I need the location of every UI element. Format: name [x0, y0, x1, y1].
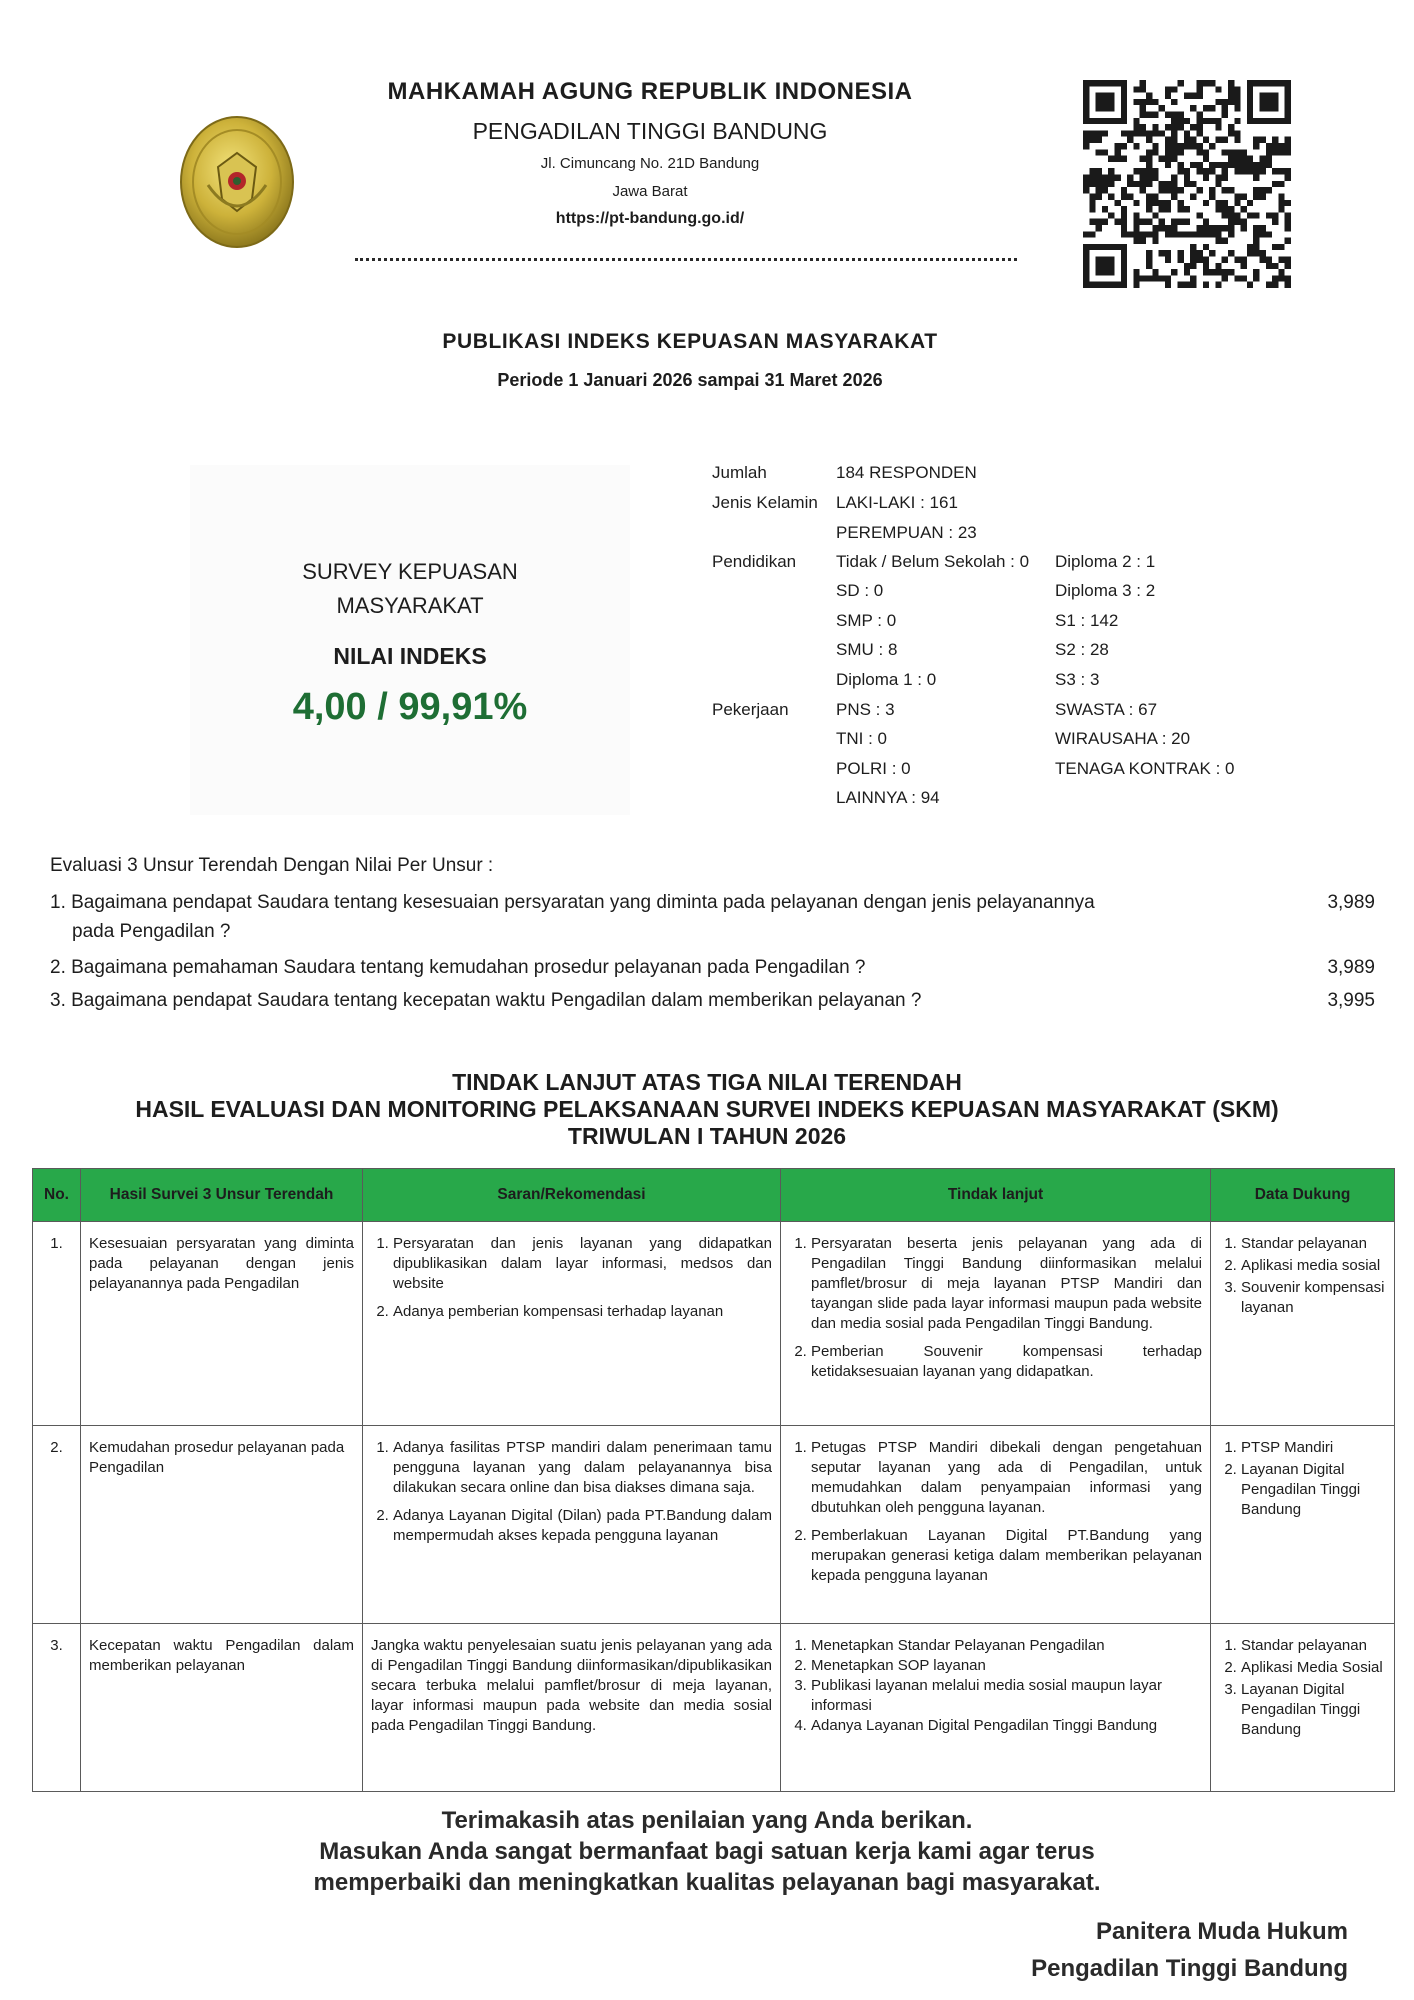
education-label: Pendidikan — [712, 552, 797, 571]
action-item: 3. Publikasi layanan melalui media sosial maupun layar informasi — [811, 1676, 1202, 1716]
row-advice — [363, 1222, 781, 1426]
row-action — [781, 1624, 1211, 1792]
letterhead-org: MAHKAMAH AGUNG REPUBLIK INDONESIA — [387, 78, 913, 105]
row-advice: Jangka waktu penyelesaian suatu jenis pelayanan yang ada di Pengadilan Tinggi Bandung diinformasikan/dipublikasikan secara terbuka melalui pamflet/brosur di meja layanan, layar informasi maupun pada website dan media sosial pada Pengadilan Tinggi Bandung. — [363, 1624, 781, 1792]
row-support — [1211, 1624, 1395, 1792]
education-item: Diploma 1 : 0 — [836, 670, 937, 689]
qr-code — [1080, 80, 1294, 288]
action-item: 1. Menetapkan Standar Pelayanan Pengadilan — [811, 1636, 1202, 1656]
education-item: SD : 0 — [836, 581, 884, 600]
job-item: LAINNYA : 94 — [836, 788, 940, 807]
evaluation-score-2: 3,989 — [1327, 957, 1375, 978]
evaluation-item-1: 1. Bagaimana pendapat Saudara tentang kesesuaian persyaratan yang diminta pada pelayanan dengan jenis pelayanannya — [50, 892, 1095, 913]
table-row — [33, 1624, 1395, 1792]
index-value: 4,00 / 99,91% — [292, 686, 528, 728]
survey-caption — [190, 555, 630, 623]
row-action — [781, 1222, 1211, 1426]
action-item: 2. Pemberlakuan Layanan Digital PT.Bandung yang merupakan generasi ketiga dalam memberikan pelayanan kepada pengguna layanan — [811, 1526, 1202, 1586]
closing-line-1: Terimakasih atas penilaian yang Anda berikan. — [441, 1807, 973, 1834]
letterhead-url: https://pt-bandung.go.id/ — [555, 210, 745, 227]
col-header-no: No. — [33, 1169, 81, 1222]
row-result: Kesesuaian persyaratan yang diminta pada pelayanan dengan jenis pelayanannya pada Pengadilan — [81, 1222, 363, 1426]
letterhead-court: PENGADILAN TINGGI BANDUNG — [472, 118, 828, 144]
education-item: S2 : 28 — [1055, 640, 1109, 659]
education-item: Diploma 2 : 1 — [1055, 552, 1156, 571]
job-item: WIRAUSAHA : 20 — [1055, 729, 1191, 748]
support-item: 1. PTSP Mandiri — [1241, 1438, 1386, 1458]
index-label: NILAI INDEKS — [333, 643, 487, 669]
publication-period: Periode 1 Januari 2026 sampai 31 Maret 2026 — [497, 370, 883, 390]
followup-title-3: TRIWULAN I TAHUN 2026 — [567, 1123, 847, 1149]
advice-item: 2. Adanya Layanan Digital (Dilan) pada PT.Bandung dalam mempermudah akses kepada pengguna layanan — [393, 1506, 772, 1546]
action-item: 4. Adanya Layanan Digital Pengadilan Tinggi Bandung — [811, 1716, 1202, 1736]
evaluation-item-1-cont: pada Pengadilan ? — [72, 921, 231, 942]
education-item: S1 : 142 — [1055, 611, 1119, 630]
row-advice — [363, 1426, 781, 1624]
education-item: Tidak / Belum Sekolah : 0 — [836, 552, 1030, 571]
letterhead-address: Jl. Cimuncang No. 21D Bandung — [540, 155, 760, 172]
education-item: SMU : 8 — [836, 640, 898, 659]
closing-line-3: memperbaiki dan meningkatkan kualitas pelayanan bagi masyarakat. — [313, 1869, 1101, 1896]
advice-item: 1. Adanya fasilitas PTSP mandiri dalam penerimaan tamu pengguna layanan yang dalam pelayanannya bisa dilakukan secara online dan bisa diakses dimana saja. — [393, 1438, 772, 1498]
action-item: 2. Menetapkan SOP layanan — [811, 1656, 1202, 1676]
action-item: 1. Persyaratan beserta jenis pelayanan yang ada di Pengadilan Tinggi Bandung diinformasikan melalui pamflet/brosur di meja layanan PTSP Mandiri dan tayangan slide pada layar informasi maupun pada website dan media sosial pada Pengadilan Tinggi Bandung. — [811, 1234, 1202, 1334]
court-seal-logo — [178, 115, 296, 250]
support-item: 1. Standar pelayanan — [1241, 1234, 1386, 1254]
survey-caption-line1: SURVEY KEPUASAN — [302, 559, 518, 584]
support-item: 1. Standar pelayanan — [1241, 1636, 1386, 1656]
gender-male: LAKI-LAKI : 161 — [836, 493, 958, 512]
evaluation-item-2: 2. Bagaimana pemahaman Saudara tentang kemudahan prosedur pelayanan pada Pengadilan ? — [50, 957, 866, 978]
education-item: Diploma 3 : 2 — [1055, 581, 1156, 600]
gender-label: Jenis Kelamin — [712, 493, 818, 512]
signer-org: Pengadilan Tinggi Bandung — [1031, 1955, 1348, 1982]
row-support — [1211, 1222, 1395, 1426]
job-item: TENAGA KONTRAK : 0 — [1055, 759, 1235, 778]
support-item: 3. Layanan Digital Pengadilan Tinggi Bandung — [1241, 1680, 1386, 1740]
gender-female: PEREMPUAN : 23 — [836, 523, 977, 542]
education-item: SMP : 0 — [836, 611, 897, 630]
publication-title: PUBLIKASI INDEKS KEPUASAN MASYARAKAT — [442, 330, 938, 353]
row-number: 3. — [33, 1624, 81, 1792]
evaluation-score-3: 3,995 — [1327, 990, 1375, 1011]
jumlah-value: 184 RESPONDEN — [836, 463, 977, 482]
row-number: 2. — [33, 1426, 81, 1624]
survey-caption-line2: MASYARAKAT — [336, 593, 484, 618]
followup-table — [32, 1168, 1395, 1792]
table-header-row — [33, 1169, 1395, 1222]
col-header-support: Data Dukung — [1211, 1169, 1395, 1222]
job-item: POLRI : 0 — [836, 759, 911, 778]
evaluation-item-3: 3. Bagaimana pendapat Saudara tentang kecepatan waktu Pengadilan dalam memberikan pelayanan ? — [50, 990, 922, 1011]
table-row — [33, 1426, 1395, 1624]
followup-title-2: HASIL EVALUASI DAN MONITORING PELAKSANAAN SURVEI INDEKS KEPUASAN MASYARAKAT (SKM) — [135, 1096, 1279, 1122]
education-item: S3 : 3 — [1055, 670, 1100, 689]
advice-item: 1. Persyaratan dan jenis layanan yang didapatkan dipublikasikan dalam layar informasi, medsos dan website — [393, 1234, 772, 1294]
row-support — [1211, 1426, 1395, 1624]
index-panel — [190, 465, 630, 815]
job-item: TNI : 0 — [836, 729, 888, 748]
support-item: 2. Aplikasi Media Sosial — [1241, 1658, 1386, 1678]
row-result: Kemudahan prosedur pelayanan pada Pengadilan — [81, 1426, 363, 1624]
job-item: PNS : 3 — [836, 700, 895, 719]
evaluation-score-1: 3,989 — [1327, 892, 1375, 913]
row-action — [781, 1426, 1211, 1624]
col-header-action: Tindak lanjut — [781, 1169, 1211, 1222]
action-item: 2. Pemberian Souvenir kompensasi terhadap ketidaksesuaian layanan yang didapatkan. — [811, 1342, 1202, 1382]
followup-title-1: TINDAK LANJUT ATAS TIGA NILAI TERENDAH — [452, 1069, 962, 1095]
evaluation-heading: Evaluasi 3 Unsur Terendah Dengan Nilai Per Unsur : — [50, 855, 494, 876]
col-header-result: Hasil Survei 3 Unsur Terendah — [81, 1169, 363, 1222]
action-item: 1. Petugas PTSP Mandiri dibekali dengan pengetahuan seputar layanan yang ada di Pengadilan, untuk memudahkan dalam penyampaian informasi yang dbutuhkan oleh pengguna layanan. — [811, 1438, 1202, 1518]
job-item: SWASTA : 67 — [1055, 700, 1158, 719]
support-item: 2. Layanan Digital Pengadilan Tinggi Bandung — [1241, 1460, 1386, 1520]
advice-item: 2. Adanya pemberian kompensasi terhadap layanan — [393, 1302, 772, 1322]
support-item: 3. Souvenir kompensasi layanan — [1241, 1278, 1386, 1318]
signer-title: Panitera Muda Hukum — [1095, 1918, 1348, 1945]
jumlah-label: Jumlah — [712, 463, 767, 482]
job-label: Pekerjaan — [712, 700, 789, 719]
row-number: 1. — [33, 1222, 81, 1426]
row-result: Kecepatan waktu Pengadilan dalam memberikan pelayanan — [81, 1624, 363, 1792]
closing-line-2: Masukan Anda sangat bermanfaat bagi satuan kerja kami agar terus — [319, 1838, 1095, 1865]
letterhead-divider — [355, 258, 1017, 261]
table-row — [33, 1222, 1395, 1426]
support-item: 2. Aplikasi media sosial — [1241, 1256, 1386, 1276]
letterhead-region: Jawa Barat — [612, 183, 688, 200]
col-header-advice: Saran/Rekomendasi — [363, 1169, 781, 1222]
